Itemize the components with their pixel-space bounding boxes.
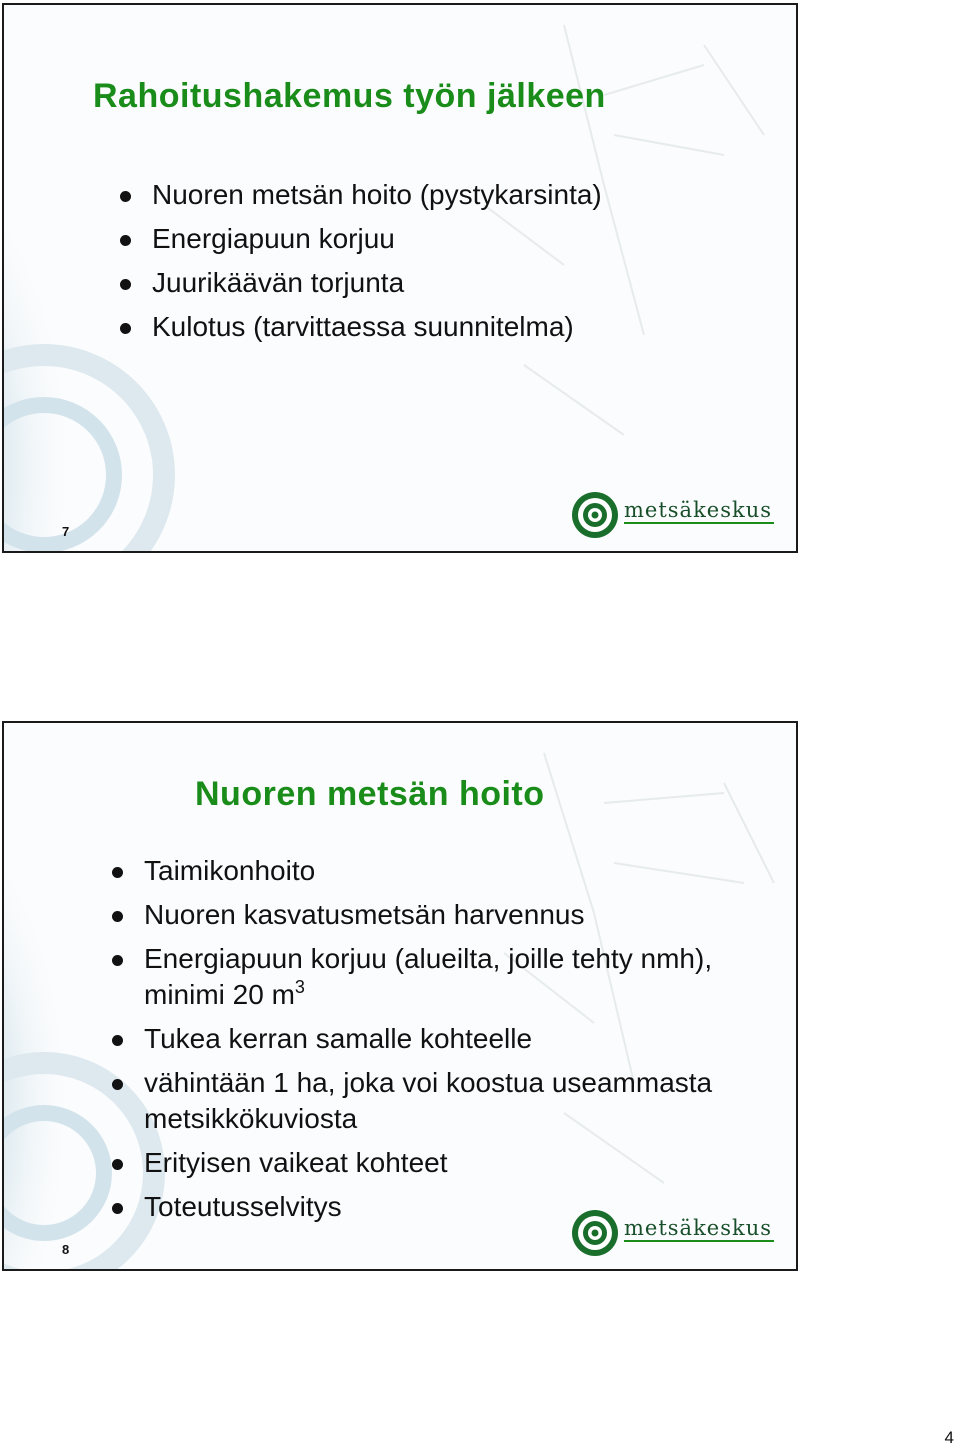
- list-item: Juurikäävän torjunta: [120, 265, 760, 301]
- slide-number: 7: [62, 524, 70, 539]
- slide-title: Nuoren metsän hoito: [195, 775, 545, 813]
- slide-8: [2, 721, 798, 1271]
- metsakeskus-logo: [570, 490, 773, 542]
- logo-wordmark: metsäkeskus: [624, 1216, 773, 1240]
- list-item: Energiapuun korjuu: [120, 221, 760, 257]
- bullet-list: [112, 853, 732, 1233]
- metsakeskus-logo: [570, 1208, 773, 1260]
- target-logo-icon: [570, 1208, 620, 1258]
- list-item: Erityisen vaikeat kohteet: [112, 1145, 732, 1181]
- list-item: Nuoren kasvatusmetsän harvennus: [112, 897, 732, 933]
- list-item: vähintään 1 ha, joka voi koostua useammasta metsikkökuviosta: [112, 1065, 732, 1137]
- page-number: 4: [944, 1428, 954, 1447]
- superscript: 3: [294, 977, 305, 997]
- target-logo-icon: [570, 490, 620, 540]
- list-item: Toteutusselvitys: [112, 1189, 732, 1225]
- bullet-list: [120, 177, 760, 353]
- list-item: [112, 941, 732, 1013]
- slide-title: Rahoitushakemus työn jälkeen: [93, 77, 606, 115]
- list-item-text: Energiapuun korjuu (alueilta, joille tehty nmh), minimi 20 m: [144, 943, 713, 1010]
- list-item: Tukea kerran samalle kohteelle: [112, 1021, 732, 1057]
- list-item: Kulotus (tarvittaessa suunnitelma): [120, 309, 760, 345]
- logo-wordmark: metsäkeskus: [624, 498, 773, 522]
- list-item: Nuoren metsän hoito (pystykarsinta): [120, 177, 760, 213]
- list-item: Taimikonhoito: [112, 853, 732, 889]
- slide-7: [2, 3, 798, 553]
- slide-number: 8: [62, 1242, 70, 1257]
